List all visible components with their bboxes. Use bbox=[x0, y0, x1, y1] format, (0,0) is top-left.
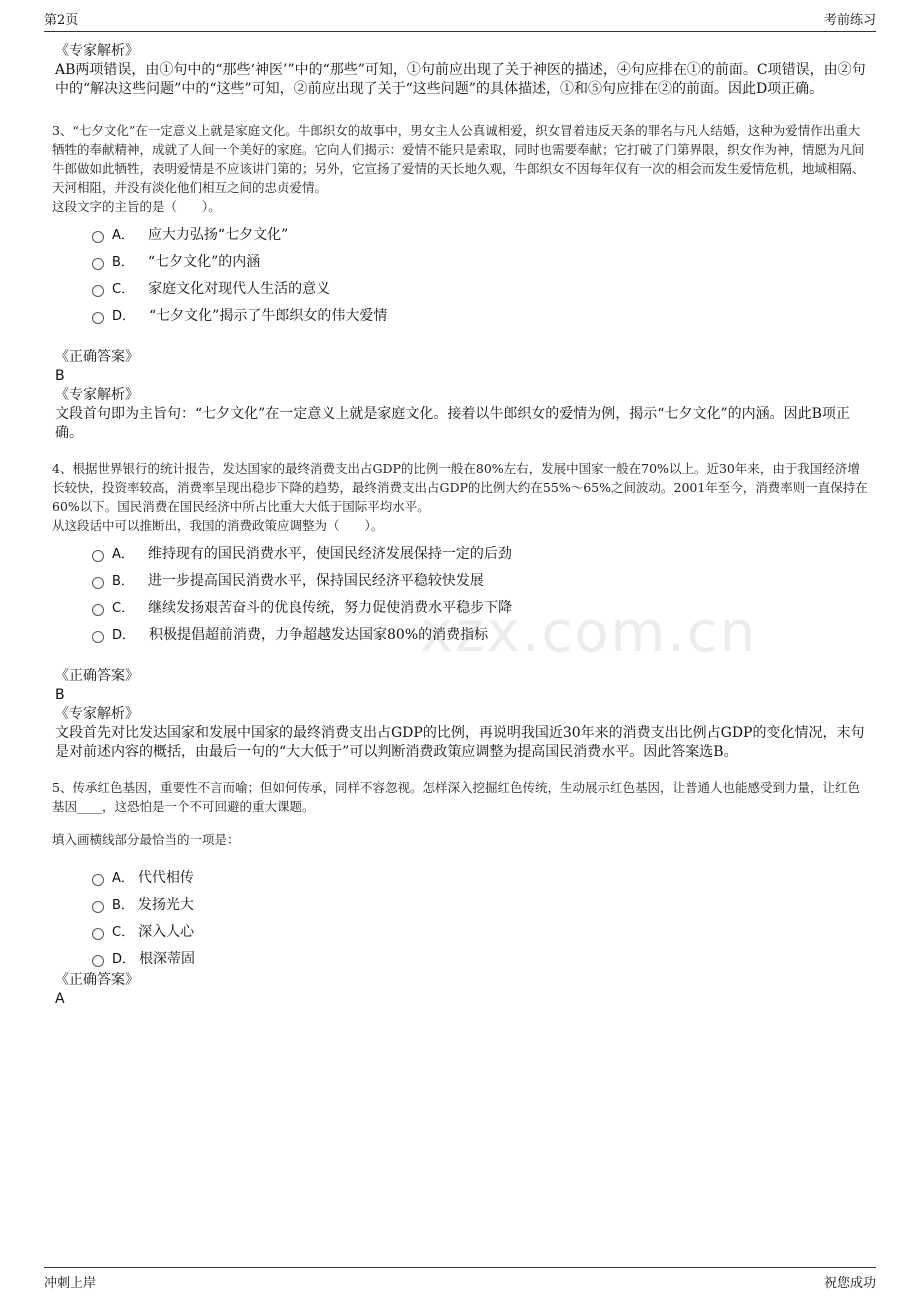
option-c[interactable]: C． 深入人心 bbox=[92, 917, 872, 944]
option-b[interactable]: B． “七夕文化”的内涵 bbox=[92, 247, 872, 274]
question-prompt: 这段文字的主旨的是（ ）。 bbox=[52, 199, 221, 214]
analysis-text: 文段首先对比发达国家和发展中国家的最终消费支出占GDP的比例，再说明我国近30年来的消费支出比例占GDP的变化情况，末句是对前述内容的概括，由最后一句的“大大低于”可以判断消费政策应调整为提高国民消费水平。因此答案选B。 bbox=[55, 725, 865, 760]
options-list bbox=[92, 539, 872, 647]
option-c[interactable]: C． 家庭文化对现代人生活的意义 bbox=[92, 274, 872, 301]
option-b[interactable]: B． 进一步提高国民消费水平，保持国民经济平稳较快发展 bbox=[92, 566, 872, 593]
radio-icon[interactable] bbox=[92, 631, 104, 643]
radio-icon[interactable] bbox=[92, 285, 104, 297]
option-d[interactable]: D． 积极提倡超前消费，力争超越发达国家80%的消费指标 bbox=[92, 620, 872, 647]
options-list bbox=[92, 863, 872, 971]
option-c[interactable]: C． 继续发扬艰苦奋斗的优良传统，努力促使消费水平稳步下降 bbox=[92, 593, 872, 620]
options-list bbox=[92, 220, 872, 328]
radio-icon[interactable] bbox=[92, 550, 104, 562]
analysis-label: 《专家解析》 bbox=[55, 387, 139, 403]
answer-label: 《正确答案》 bbox=[55, 972, 139, 988]
option-d[interactable]: D． 根深蒂固 bbox=[92, 944, 872, 971]
footer-right: 祝您成功 bbox=[823, 1276, 876, 1291]
q2-analysis-label: 《专家解析》 bbox=[55, 43, 139, 59]
analysis-label: 《专家解析》 bbox=[55, 706, 139, 722]
page-header bbox=[44, 8, 876, 32]
watermark: xzx.com.cn bbox=[420, 600, 758, 665]
page-number: 第2页 bbox=[44, 13, 79, 28]
question-prompt: 填入画横线部分最恰当的一项是： bbox=[52, 832, 240, 847]
question-stem: 5、传承红色基因，重要性不言而喻；但如何传承，同样不容忽视。怎样深入挖掘红色传统，生动展示红色基因，让普通人也能感受到力量，让红色基因____，这恐怕是一个不可回避的重大课题。 bbox=[52, 780, 860, 814]
page-footer bbox=[44, 1267, 876, 1289]
answer-label: 《正确答案》 bbox=[55, 668, 139, 684]
option-a[interactable]: A． 应大力弘扬“七夕文化” bbox=[92, 220, 872, 247]
option-d[interactable]: D． “七夕文化”揭示了牛郎织女的伟大爱情 bbox=[92, 301, 872, 328]
question-stem: 4、根据世界银行的统计报告，发达国家的最终消费支出占GDP的比例一般在80%左右，发展中国家一般在70%以上。近30年来，由于我国经济增长较快，投资率较高，消费率呈现出稳步下降的趋势，最终消费支出占GDP的比例大约在55%～65%之间波动。2001年至今，消费率则一直保持在60%以下。国民消费在国民经济中所占比重大大低于国际平均水平。 bbox=[52, 461, 868, 514]
radio-icon[interactable] bbox=[92, 258, 104, 270]
option-b[interactable]: B． 发扬光大 bbox=[92, 890, 872, 917]
content bbox=[52, 42, 872, 1009]
radio-icon[interactable] bbox=[92, 874, 104, 886]
answer-value: B bbox=[55, 368, 65, 384]
radio-icon[interactable] bbox=[92, 577, 104, 589]
option-a[interactable]: A． 代代相传 bbox=[92, 863, 872, 890]
answer-value: B bbox=[55, 687, 65, 703]
header-title: 考前练习 bbox=[823, 13, 876, 28]
question-3 bbox=[52, 121, 872, 443]
radio-icon[interactable] bbox=[92, 231, 104, 243]
analysis-text: 文段首句即为主旨句：“七夕文化”在一定意义上就是家庭文化。接着以牛郎织女的爱情为例，揭示“七夕文化”的内涵。因此B项正确。 bbox=[55, 406, 850, 441]
question-prompt: 从这段话中可以推断出，我国的消费政策应调整为（ ）。 bbox=[52, 518, 384, 533]
question-stem: 3、“七夕文化”在一定意义上就是家庭文化。牛郎织女的故事中，男女主人公真诚相爱，织女冒着违反天条的罪名与凡人结婚，这种为爱情作出重大牺牲的奉献精神，成就了人间一个美好的家庭。它向人们揭示：爱情不能只是索取，同时也需要奉献；它打破了门第界限，织女作为神，情愿为凡间牛郎做如此牺牲，表明爱情是不应该讲门第的；另外，它宣扬了爱情的天长地久观，牛郎织女不因每年仅有一次的相会而发生爱情危机，地域相隔、天河相阻，并没有淡化他们相互之间的忠贞爱情。 bbox=[52, 123, 865, 195]
footer-left: 冲刺上岸 bbox=[44, 1276, 97, 1291]
q2-analysis-text: AB两项错误，由①句中的“那些‘神医’”中的“那些”可知，①句前应出现了关于神医的描述，④句应排在①的前面。C项错误，由②句中的“解决这些问题”中的“这些”可知，②前应出现了关于“这些问题”的具体描述，①和⑤句应排在②的前面。因此D项正确。 bbox=[55, 62, 866, 97]
question-5 bbox=[52, 778, 872, 1009]
radio-icon[interactable] bbox=[92, 312, 104, 324]
answer-label: 《正确答案》 bbox=[55, 349, 139, 365]
radio-icon[interactable] bbox=[92, 955, 104, 967]
radio-icon[interactable] bbox=[92, 604, 104, 616]
radio-icon[interactable] bbox=[92, 901, 104, 913]
option-a[interactable]: A． 维持现有的国民消费水平，使国民经济发展保持一定的后劲 bbox=[92, 539, 872, 566]
answer-value: A bbox=[55, 991, 65, 1007]
question-4 bbox=[52, 459, 872, 762]
radio-icon[interactable] bbox=[92, 928, 104, 940]
